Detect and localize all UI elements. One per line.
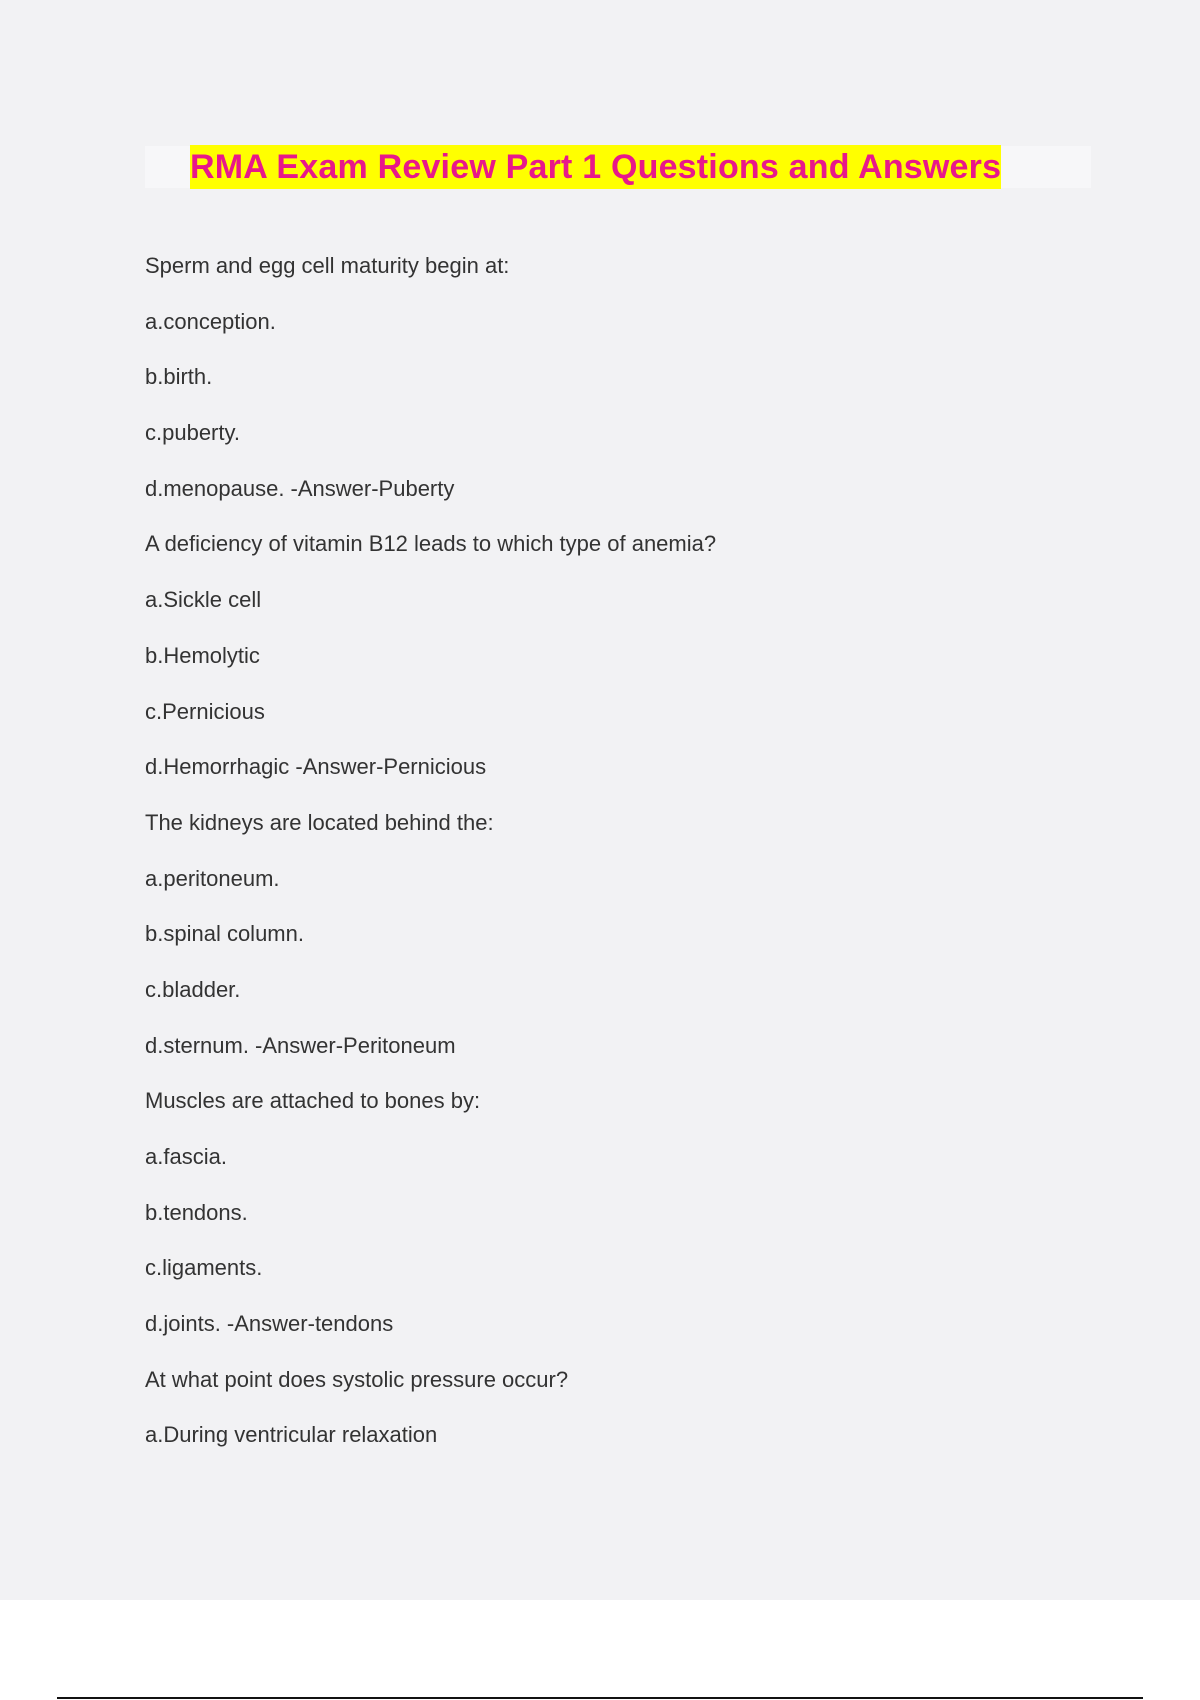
footer-divider [57,1697,1143,1699]
answer-option: c.ligaments. [145,1255,263,1281]
answer-option: c.puberty. [145,420,240,446]
answer-option: a.During ventricular relaxation [145,1422,438,1448]
answer-option-with-answer: d.menopause. -Answer-Puberty [145,475,455,501]
answer-option: b.spinal column. [145,921,304,947]
question-text: Sperm and egg cell maturity begin at: [145,253,510,278]
question-text: At what point does systolic pressure occur? [145,1366,569,1392]
question-text: The kidneys are located behind the: [145,809,494,835]
answer-option: a.Sickle cell [145,587,262,613]
answer-option: a.conception. [145,308,276,334]
question-list [145,238,1105,1463]
answer-option: b.Hemolytic [145,642,260,668]
question-text: Muscles are attached to bones by: [145,1088,481,1114]
answer-option-with-answer: d.Hemorrhagic -Answer-Pernicious [145,754,487,780]
answer-option: c.Pernicious [145,698,265,724]
answer-option-with-answer: d.joints. -Answer-tendons [145,1311,394,1337]
answer-option-with-answer: d.sternum. -Answer-Peritoneum [145,1032,456,1058]
answer-option: b.birth. [145,364,213,390]
answer-option: a.fascia. [145,1144,227,1169]
answer-option: a.peritoneum. [145,865,280,891]
answer-option: b.tendons. [145,1199,248,1225]
answer-option: c.bladder. [145,976,241,1002]
document-title: RMA Exam Review Part 1 Questions and Answers [190,145,1001,189]
question-text: A deficiency of vitamin B12 leads to which type of anemia? [145,531,717,557]
